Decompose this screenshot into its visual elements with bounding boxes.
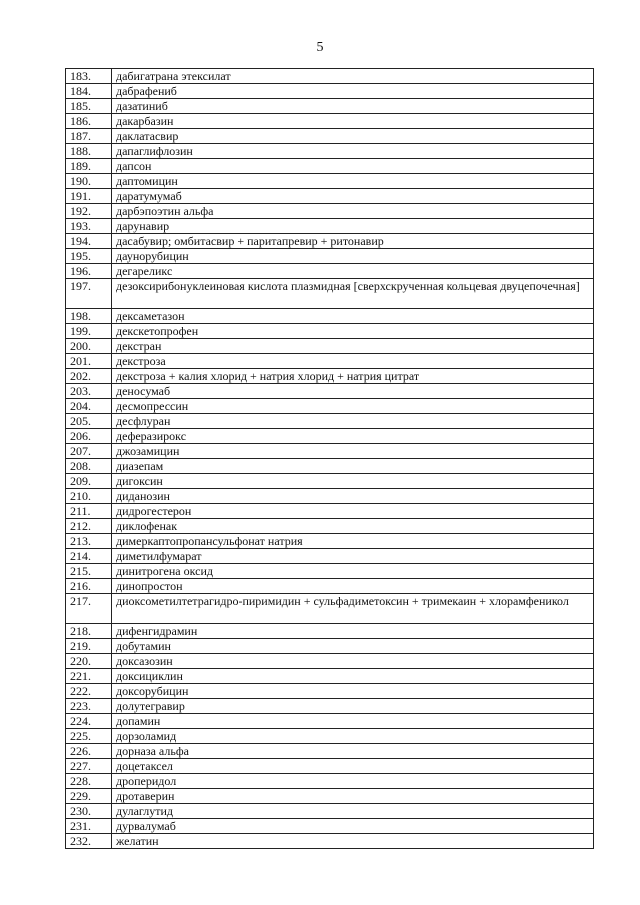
drug-name: динопростон xyxy=(112,579,594,594)
table-row xyxy=(66,504,594,519)
drug-name: желатин xyxy=(112,834,594,849)
table-row xyxy=(66,834,594,849)
row-number: 193. xyxy=(66,219,112,234)
table-row xyxy=(66,84,594,99)
row-number: 199. xyxy=(66,324,112,339)
drug-name: дарбэпоэтин альфа xyxy=(112,204,594,219)
drug-name: диоксометилтетрагидро-пиримидин + сульфадиметоксин + тримекаин + хлорамфеникол xyxy=(112,594,594,624)
row-number: 230. xyxy=(66,804,112,819)
row-number: 211. xyxy=(66,504,112,519)
row-number: 218. xyxy=(66,624,112,639)
table-row xyxy=(66,369,594,384)
drug-name: диазепам xyxy=(112,459,594,474)
table-row xyxy=(66,309,594,324)
table-row xyxy=(66,399,594,414)
drug-name: дапаглифлозин xyxy=(112,144,594,159)
row-number: 191. xyxy=(66,189,112,204)
drug-name: дакарбазин xyxy=(112,114,594,129)
row-number: 222. xyxy=(66,684,112,699)
row-number: 225. xyxy=(66,729,112,744)
row-number: 185. xyxy=(66,99,112,114)
drug-name: добутамин xyxy=(112,639,594,654)
table-row xyxy=(66,579,594,594)
table-row xyxy=(66,414,594,429)
drug-name: дегарeликс xyxy=(112,264,594,279)
table-row xyxy=(66,129,594,144)
drug-name: долутегравир xyxy=(112,699,594,714)
drug-name: дурвалумаб xyxy=(112,819,594,834)
row-number: 232. xyxy=(66,834,112,849)
row-number: 192. xyxy=(66,204,112,219)
row-number: 203. xyxy=(66,384,112,399)
drug-name: доксициклин xyxy=(112,669,594,684)
row-number: 229. xyxy=(66,789,112,804)
drug-name: даклатасвир xyxy=(112,129,594,144)
row-number: 202. xyxy=(66,369,112,384)
row-number: 187. xyxy=(66,129,112,144)
table-row xyxy=(66,219,594,234)
row-number: 231. xyxy=(66,819,112,834)
drug-name: декскетопрофен xyxy=(112,324,594,339)
table-row xyxy=(66,174,594,189)
table-row xyxy=(66,234,594,249)
drug-name: даптомицин xyxy=(112,174,594,189)
drug-name: дифенгидрамин xyxy=(112,624,594,639)
drug-name: декстроза + калия хлорид + натрия хлорид + натрия цитрат xyxy=(112,369,594,384)
row-number: 189. xyxy=(66,159,112,174)
row-number: 207. xyxy=(66,444,112,459)
drug-name: декстроза xyxy=(112,354,594,369)
table-row xyxy=(66,684,594,699)
table-row xyxy=(66,474,594,489)
row-number: 183. xyxy=(66,69,112,84)
row-number: 217. xyxy=(66,594,112,624)
drug-name: дабрафениб xyxy=(112,84,594,99)
drug-name: доксорубицин xyxy=(112,684,594,699)
table-row xyxy=(66,264,594,279)
row-number: 221. xyxy=(66,669,112,684)
drug-name: допамин xyxy=(112,714,594,729)
drug-name: дезоксирибонуклеиновая кислота плазмидная [сверхскрученная кольцевая двуцепочечная] xyxy=(112,279,594,309)
table-row xyxy=(66,774,594,789)
row-number: 206. xyxy=(66,429,112,444)
page-number: 5 xyxy=(316,40,324,55)
drug-name: десмопрессин xyxy=(112,399,594,414)
table-row xyxy=(66,699,594,714)
table-row xyxy=(66,459,594,474)
row-number: 223. xyxy=(66,699,112,714)
row-number: 195. xyxy=(66,249,112,264)
table-row xyxy=(66,249,594,264)
row-number: 184. xyxy=(66,84,112,99)
table-row xyxy=(66,804,594,819)
table-row xyxy=(66,744,594,759)
drug-name: деносумаб xyxy=(112,384,594,399)
table-row xyxy=(66,714,594,729)
row-number: 209. xyxy=(66,474,112,489)
table-row xyxy=(66,819,594,834)
drug-name: дексаметазон xyxy=(112,309,594,324)
row-number: 204. xyxy=(66,399,112,414)
table-row xyxy=(66,729,594,744)
row-number: 219. xyxy=(66,639,112,654)
table-row xyxy=(66,654,594,669)
row-number: 210. xyxy=(66,489,112,504)
row-number: 212. xyxy=(66,519,112,534)
table-row xyxy=(66,69,594,84)
drug-name: дорназа альфа xyxy=(112,744,594,759)
row-number: 215. xyxy=(66,564,112,579)
row-number: 194. xyxy=(66,234,112,249)
row-number: 220. xyxy=(66,654,112,669)
drug-name: дротаверин xyxy=(112,789,594,804)
drug-name: даратумумаб xyxy=(112,189,594,204)
row-number: 214. xyxy=(66,549,112,564)
table-row xyxy=(66,384,594,399)
row-number: 205. xyxy=(66,414,112,429)
row-number: 224. xyxy=(66,714,112,729)
table-row xyxy=(66,144,594,159)
drug-name: дапсон xyxy=(112,159,594,174)
drug-name: декстран xyxy=(112,339,594,354)
drug-name: диклофенак xyxy=(112,519,594,534)
table-row xyxy=(66,624,594,639)
table-row xyxy=(66,519,594,534)
table-row xyxy=(66,354,594,369)
drug-name: дорзоламид xyxy=(112,729,594,744)
row-number: 186. xyxy=(66,114,112,129)
table-row xyxy=(66,324,594,339)
drug-name: дабигатрана этексилат xyxy=(112,69,594,84)
table-row xyxy=(66,189,594,204)
drug-name: доцетаксел xyxy=(112,759,594,774)
drug-name: динитрогена оксид xyxy=(112,564,594,579)
row-number: 227. xyxy=(66,759,112,774)
table-row xyxy=(66,279,594,309)
row-number: 200. xyxy=(66,339,112,354)
row-number: 190. xyxy=(66,174,112,189)
row-number: 216. xyxy=(66,579,112,594)
table-row xyxy=(66,429,594,444)
row-number: 213. xyxy=(66,534,112,549)
table-row xyxy=(66,759,594,774)
table-row xyxy=(66,549,594,564)
row-number: 196. xyxy=(66,264,112,279)
drug-name: дигоксин xyxy=(112,474,594,489)
table-row xyxy=(66,204,594,219)
row-number: 208. xyxy=(66,459,112,474)
drug-name: диданозин xyxy=(112,489,594,504)
table-row xyxy=(66,534,594,549)
drug-name: дасабувир; омбитасвир + паритапревир + ритонавир xyxy=(112,234,594,249)
row-number: 188. xyxy=(66,144,112,159)
table-row xyxy=(66,114,594,129)
drug-name: дулаглутид xyxy=(112,804,594,819)
drug-name: дарунавир xyxy=(112,219,594,234)
drug-name: диметилфумарат xyxy=(112,549,594,564)
row-number: 197. xyxy=(66,279,112,309)
drug-name: деферазирокс xyxy=(112,429,594,444)
table-row xyxy=(66,639,594,654)
drug-name: дроперидол xyxy=(112,774,594,789)
drug-name: дидрогестерон xyxy=(112,504,594,519)
row-number: 198. xyxy=(66,309,112,324)
table-row xyxy=(66,159,594,174)
drug-list-body xyxy=(66,69,594,849)
drug-name: дазатиниб xyxy=(112,99,594,114)
row-number: 226. xyxy=(66,744,112,759)
drug-list-table xyxy=(65,68,594,849)
table-row xyxy=(66,594,594,624)
drug-name: десфлуран xyxy=(112,414,594,429)
table-row xyxy=(66,489,594,504)
drug-name: доксазозин xyxy=(112,654,594,669)
row-number: 201. xyxy=(66,354,112,369)
drug-name: димеркаптопропансульфонат натрия xyxy=(112,534,594,549)
drug-name: джозамицин xyxy=(112,444,594,459)
table-row xyxy=(66,789,594,804)
table-row xyxy=(66,669,594,684)
table-row xyxy=(66,339,594,354)
row-number: 228. xyxy=(66,774,112,789)
drug-name: даунорубицин xyxy=(112,249,594,264)
table-row xyxy=(66,564,594,579)
table-row xyxy=(66,99,594,114)
table-row xyxy=(66,444,594,459)
